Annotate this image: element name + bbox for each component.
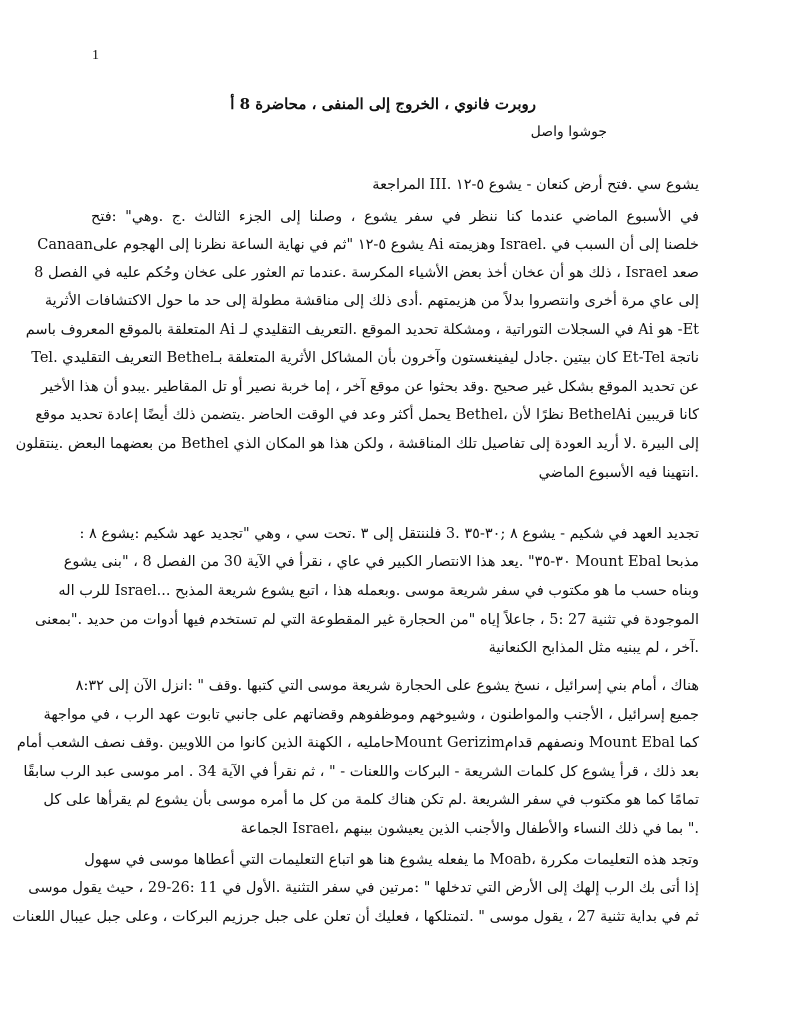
para2-line-3: وبناه حسب ما هو مكتوب في سفر شريعة موسى .وبعمله هذا ، اتبع يشوع شريعة المذبح ...Israel للرب اله [58,583,699,599]
para1-line-1: يشوع سي .فتح أرض كنعان - يشوع ٥-١٢ .III المراجعة [372,177,699,193]
para2-line-2: مذبحا Mount Ebal ٣٠-٣٥" .يعد هذا الانتصار الكبير في عاي ، نقرأ في الآية 30 من الفصل 8 ، "بنى يشوع [63,554,699,570]
para2-line-1: تجديد العهد في شكيم - يشوع ٨ ;٣٠-٣٥ .3 فلننتقل إلى ٣ .تحت سي ، وهي "تجديد عهد شكيم :يشوع ٨ : [79,526,699,542]
para3-line-1: هناك ، أمام بني إسرائيل ، نسخ يشوع على الحجارة شريعة موسى التي كتبها .وقف " :انزل الآن إلى ٨:٣٢ [75,678,699,694]
para3-line-2: جميع إسرائيل ، الأجنب والمواطنون ، وشيوخهم وموظفوهم وقضاتهم على جانبي تابوت عهد الرب ، في مواجهة [43,707,699,723]
para1-line-4: صعد Israel ، ذلك هو أن عخان أخذ بعض الأشياء المكرسة .عندما تم العثور على عخان وحُكم عليه في الفصل 8 [34,265,699,281]
para2-line-5: .آخر ، لم يبنيه مثل المذابح الكنعانية [488,640,699,656]
para1-line-8: عن تحديد الموقع بشكل غير صحيح .وقد بحثوا عن موقع آخر ، إما خربة نصير أو تل المقاطير .يبدو أن هذا الأخير [41,379,699,395]
para4-line-1: وتجد هذه التعليمات مكررة ،Moab ما يفعله يشوع هنا هو اتباع التعليمات التي أعطاها موسى في سهول [84,852,699,868]
author-name: جوشوا واصل [530,124,607,140]
page-number: 1 [92,48,99,63]
lecture-title: روبرت فانوي ، الخروج إلى المنفى ، محاضرة 8 أ [230,95,536,113]
para4-line-3: ثم في بداية تثنية 27 ، يقول موسى " .لتمتلكها ، فعليك أن تعلن على جبل جرزيم البركات ، وعلى جبل عيبال اللعنات [12,909,699,925]
para1-line-6: Et- هو Ai في السجلات التوراتية ، ومشكلة تحديد الموقع .التعريف التقليدي لـ Ai المتعلقة بالموقع المعروف باسم [25,322,699,338]
para1-line-11: .انتهينا فيه الأسبوع الماضي [538,465,699,481]
para4-line-2: إذا أتى بك الرب إلهك إلى الأرض التي تدخلها " :مرتين في سفر التثنية .الأول في 11 :26-29 ، حيث يقول موسى [28,880,699,896]
para1-line-10: إلى البيرة .لا أريد العودة إلى تفاصيل تلك المناقشة ، ولكن هذا هو المكان الذي Bethel من بعضهما البعض .ينتقلون [15,436,699,452]
para1-line-7: ناتجة Et-Tel كان بيتين .جادل ليفينغستون وآخرون بأن المشاكل الأثرية المتعلقة بـBethel التعريف التقليدي .Tel [31,350,699,366]
para3-line-5: تمامًا كما هو مكتوب في سفر الشريعة .لم تكن هناك كلمة من كل ما أمره موسى بأن يشوع لم يقرأها على كل [43,792,699,808]
para1-line-5: إلى عاي مرة أخرى وانتصروا بدلاً من هزيمتهم .أدى ذلك إلى مناقشة مطولة إلى حد ما حول الاكتشافات الأثرية [44,293,699,309]
para1-line-2: في الأسبوع الماضي عندما كنا ننظر في سفر يشوع ، وصلنا إلى الجزء الثالث .ج .وهي" :فتح [91,209,699,225]
para2-line-4: الموجودة في تثنية 27 :5 ، جاعلاً إياه "من الحجارة غير المقطوعة التي لم تستخدم فيها أدوات من حديد ."بمعنى [35,612,699,628]
para3-line-3: كما Mount Ebal ونصفهم قدامMount Gerizimحامليه ، الكهنة الذين كانوا من اللاويين .وقف نصف الشعب أمام [16,735,699,751]
para3-line-6: ." بما في ذلك النساء والأطفال والأجنب الذين يعيشون بينهم ،Israel الجماعة [240,821,699,837]
para1-line-3: خلصنا إلى أن السبب في .Israel وهزيمته Ai يشوع ٥-١٢ "ثم في نهاية الساعة نظرنا إلى الهجوم علىCanaan [37,237,699,253]
para1-line-9: كانا قريبين BethelAi نظرًا لأن ،Bethel يحمل أكثر وعد في الوقت الحاضر .يتضمن ذلك أيضًا إعادة تحديد موقع [35,407,699,423]
para3-line-4: بعد ذلك ، قرأ يشوع كل كلمات الشريعة - البركات واللعنات - " ، ثم نقرأ في الآية 34 . امر موسى عبد الرب سابقًا [23,764,699,780]
